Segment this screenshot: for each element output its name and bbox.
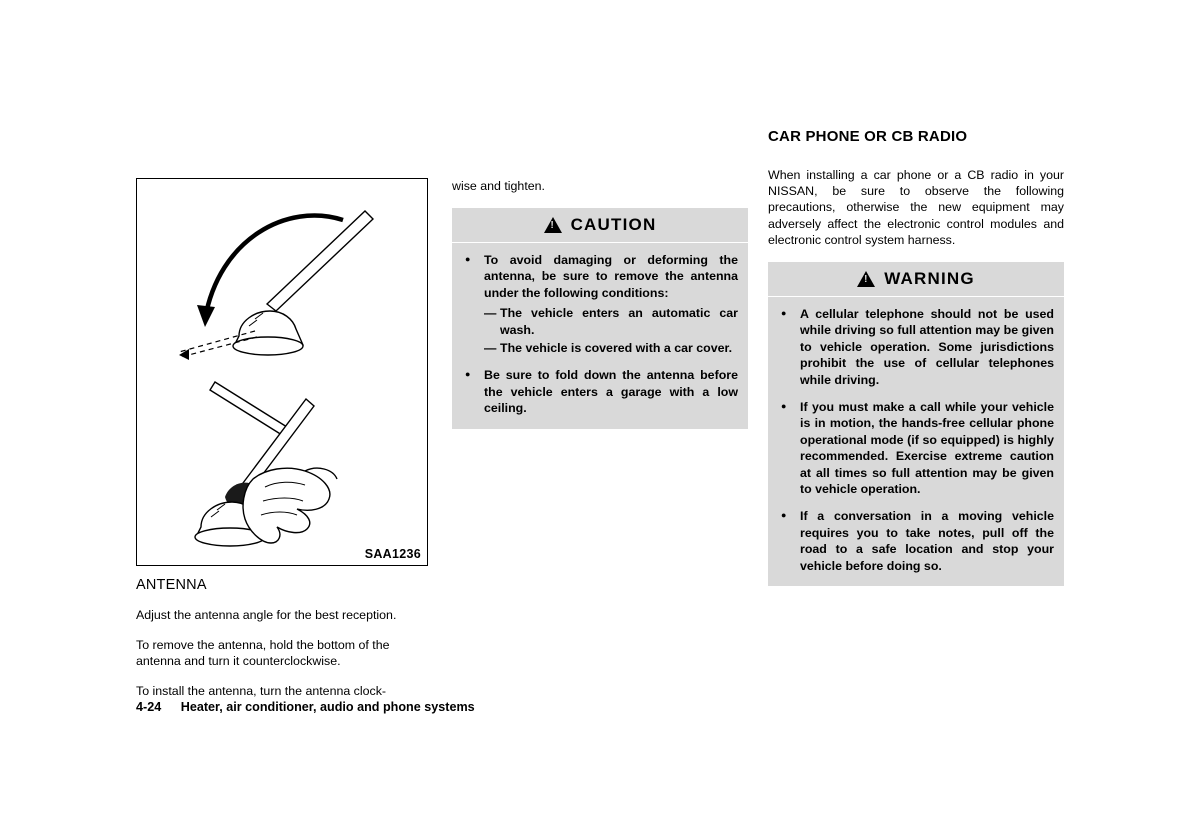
antenna-paragraph-2: To remove the antenna, hold the bottom of the antenna and turn it counterclockwise. [136,638,390,668]
antenna-paragraph-3: To install the antenna, turn the antenna clock- [136,684,387,698]
section-title-antenna: ANTENNA [136,577,207,593]
page-footer [136,700,475,714]
column-left [136,178,430,711]
warning-box [768,262,1064,586]
antenna-paragraph-1: Adjust the antenna angle for the best reception. [136,608,397,622]
caution-body [452,243,748,429]
figure-code: SAA1236 [364,547,421,561]
warning-bullet-list [778,306,1054,574]
antenna-lower-group [195,382,337,546]
caution-sub-list [484,305,738,356]
warning-triangle-icon [857,271,875,287]
page-title: CAR PHONE OR CB RADIO [768,128,968,145]
column-middle [452,178,748,429]
list-item: ● If you must make a call while your vehicle is in motion, the hands-free cellular phone operational mode (if so equipped) is highly recommended. Exercise extreme caution at all times so full attention may be given to vehicle operation. [778,399,1054,497]
antenna-illustration-svg [137,179,427,565]
antenna-upper-group [179,211,373,360]
list-item: ● If a conversation in a moving vehicle requires you to take notes, pull off the road to a safe location and stop your vehicle before doing so. [778,508,1054,574]
caution-label: CAUTION [570,215,657,234]
column-right [768,128,1064,586]
caution-header [452,208,748,243]
warning-label: WARNING [884,269,975,289]
footer-page-number: 4-24 [136,700,162,714]
caution-bullet-1-text: To avoid damaging or deforming the antenna, be sure to remove the antenna under the following conditions: [484,253,738,300]
list-item: — The vehicle enters an automatic car wash. [484,305,738,338]
list-item: ● Be sure to fold down the antenna before the vehicle enters a garage with a low ceiling. [462,367,738,416]
warning-body [768,297,1064,586]
footer-chapter-title: Heater, air conditioner, audio and phone systems [180,700,475,714]
caution-box [452,208,748,429]
list-item [462,252,738,356]
list-item: ● A cellular telephone should not be used while driving so full attention may be given to vehicle operation. Some jurisdictions prohibit the use of cellular telephones while driving. [778,306,1054,388]
car-phone-intro: When installing a car phone or a CB radio in your NISSAN, be sure to observe the following precautions, otherwise the new equipment may adversely affect the electronic control modules and electronic control system harness. [768,168,1064,247]
antenna-figure [136,178,428,566]
continuation-text: wise and tighten. [452,179,545,193]
caution-bullet-list [462,252,738,417]
warning-header [768,262,1064,297]
warning-triangle-icon [544,217,562,233]
list-item: — The vehicle is covered with a car cover. [484,340,738,356]
